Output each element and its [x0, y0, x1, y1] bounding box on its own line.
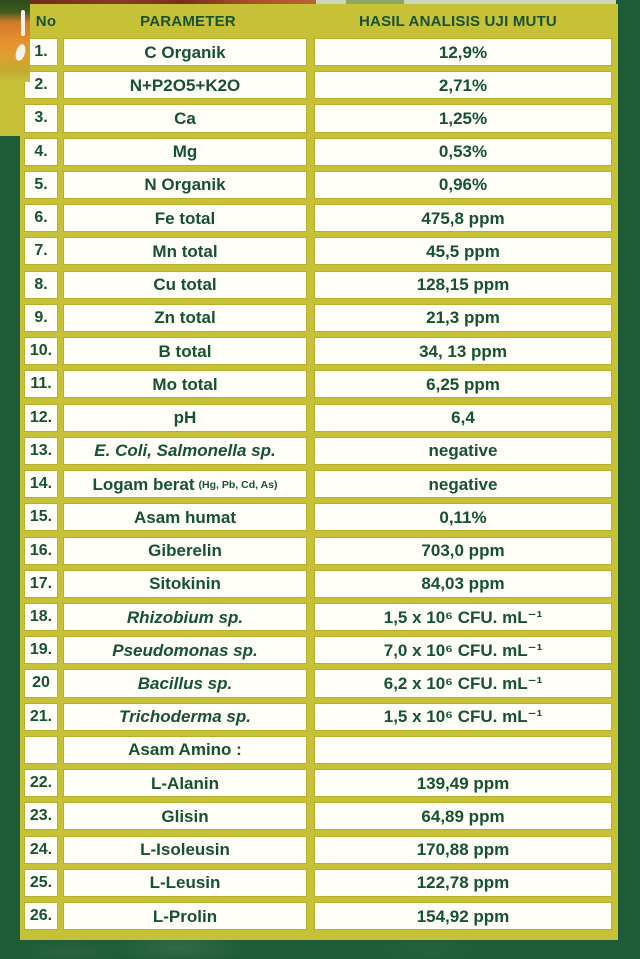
parameter-note: (Hg, Pb, Cd, As)	[198, 478, 278, 491]
table-row	[24, 138, 614, 166]
parameter-cell: L-Isoleusin	[63, 836, 307, 864]
parameter-cell: L-Alanin	[63, 769, 307, 797]
row-number-cell: 26.	[24, 902, 58, 930]
result-cell: 1,5 x 10⁶ CFU. mL⁻¹	[314, 603, 612, 631]
row-number-cell: 7.	[24, 237, 58, 265]
parameter-cell: Fe total	[63, 204, 307, 232]
table-row	[24, 38, 614, 66]
parameter-cell: Trichoderma sp.	[63, 703, 307, 731]
row-number-cell: 24.	[24, 836, 58, 864]
parameter-cell: Giberelin	[63, 537, 307, 565]
row-number-cell: 25.	[24, 869, 58, 897]
result-cell: negative	[314, 437, 612, 465]
parameter-cell: L-Prolin	[63, 902, 307, 930]
row-number-cell	[24, 736, 58, 764]
row-number-cell: 18.	[24, 603, 58, 631]
row-number-cell: 10.	[24, 337, 58, 365]
orange-fruit-photo	[0, 0, 30, 82]
row-number-cell: 12.	[24, 404, 58, 432]
table-row	[24, 104, 614, 132]
row-number-cell: 13.	[24, 437, 58, 465]
row-number-cell: 17.	[24, 570, 58, 598]
result-cell: 1,25%	[314, 104, 612, 132]
parameter-cell: Bacillus sp.	[63, 669, 307, 697]
table-row	[24, 304, 614, 332]
row-number-cell: 20	[24, 669, 58, 697]
parameter-cell: Logam berat (Hg, Pb, Cd, As)	[63, 470, 307, 498]
table-header	[20, 4, 618, 38]
row-number-cell: 6.	[24, 204, 58, 232]
table-row	[24, 736, 614, 764]
photo-white-mark	[21, 10, 25, 36]
parameter-cell: Asam humat	[63, 503, 307, 531]
result-cell: 64,89 ppm	[314, 802, 612, 830]
parameter-cell: N Organik	[63, 171, 307, 199]
table-row	[24, 71, 614, 99]
row-number-cell: 19.	[24, 636, 58, 664]
row-number-cell: 1.	[24, 38, 58, 66]
table-row	[24, 237, 614, 265]
row-number-cell: 4.	[24, 138, 58, 166]
result-cell: 34, 13 ppm	[314, 337, 612, 365]
result-cell: 139,49 ppm	[314, 769, 612, 797]
parameter-cell: B total	[63, 337, 307, 365]
table-row	[24, 636, 614, 664]
table-row	[24, 470, 614, 498]
result-cell: 21,3 ppm	[314, 304, 612, 332]
result-cell: 703,0 ppm	[314, 537, 612, 565]
table-row	[24, 337, 614, 365]
result-cell: 1,5 x 10⁶ CFU. mL⁻¹	[314, 703, 612, 731]
parameter-cell: Sitokinin	[63, 570, 307, 598]
row-number-cell: 22.	[24, 769, 58, 797]
parameter-cell: Rhizobium sp.	[63, 603, 307, 631]
row-number-cell: 2.	[24, 71, 58, 99]
parameter-cell: Zn total	[63, 304, 307, 332]
row-number-cell: 14.	[24, 470, 58, 498]
table-row	[24, 370, 614, 398]
parameter-cell: Cu total	[63, 271, 307, 299]
table-row	[24, 603, 614, 631]
parameter-cell: E. Coli, Salmonella sp.	[63, 437, 307, 465]
table-row	[24, 802, 614, 830]
row-number-cell: 23.	[24, 802, 58, 830]
result-cell: 122,78 ppm	[314, 869, 612, 897]
result-cell: 0,53%	[314, 138, 612, 166]
parameter-cell: C Organik	[63, 38, 307, 66]
parameter-cell: Mo total	[63, 370, 307, 398]
result-cell: negative	[314, 470, 612, 498]
parameter-cell: Glisin	[63, 802, 307, 830]
result-cell: 475,8 ppm	[314, 204, 612, 232]
col-header-parameter: PARAMETER	[140, 12, 236, 30]
parameter-cell: L-Leusin	[63, 869, 307, 897]
table-row	[24, 537, 614, 565]
parameter-cell: Mg	[63, 138, 307, 166]
parameter-cell: N+P2O5+K2O	[63, 71, 307, 99]
result-cell: 6,25 ppm	[314, 370, 612, 398]
table-panel	[20, 4, 618, 940]
row-number-cell: 11.	[24, 370, 58, 398]
parameter-cell: Mn total	[63, 237, 307, 265]
result-cell: 7,0 x 10⁶ CFU. mL⁻¹	[314, 636, 612, 664]
table-row	[24, 437, 614, 465]
row-number-cell: 3.	[24, 104, 58, 132]
row-number-cell: 21.	[24, 703, 58, 731]
parameter-cell: Ca	[63, 104, 307, 132]
table-row	[24, 669, 614, 697]
col-header-result: HASIL ANALISIS UJI MUTU	[359, 12, 557, 30]
row-number-cell: 9.	[24, 304, 58, 332]
row-number-cell: 8.	[24, 271, 58, 299]
table-body	[24, 38, 614, 935]
parameter-cell: pH	[63, 404, 307, 432]
table-row	[24, 902, 614, 930]
table-row	[24, 503, 614, 531]
table-row	[24, 869, 614, 897]
result-cell: 45,5 ppm	[314, 237, 612, 265]
result-cell: 6,4	[314, 404, 612, 432]
result-cell: 84,03 ppm	[314, 570, 612, 598]
row-number-cell: 15.	[24, 503, 58, 531]
table-row	[24, 836, 614, 864]
result-cell: 2,71%	[314, 71, 612, 99]
row-number-cell: 16.	[24, 537, 58, 565]
result-cell: 6,2 x 10⁶ CFU. mL⁻¹	[314, 669, 612, 697]
result-cell: 0,96%	[314, 171, 612, 199]
table-row	[24, 204, 614, 232]
table-row	[24, 171, 614, 199]
table-row	[24, 703, 614, 731]
result-cell: 154,92 ppm	[314, 902, 612, 930]
table-row	[24, 271, 614, 299]
table-row	[24, 769, 614, 797]
table-row	[24, 404, 614, 432]
col-header-no: No	[35, 12, 57, 30]
parameter-cell: Asam Amino :	[63, 736, 307, 764]
table-row	[24, 570, 614, 598]
row-number-cell: 5.	[24, 171, 58, 199]
result-cell: 12,9%	[314, 38, 612, 66]
result-cell: 170,88 ppm	[314, 836, 612, 864]
result-cell	[314, 736, 612, 764]
result-cell: 128,15 ppm	[314, 271, 612, 299]
result-cell: 0,11%	[314, 503, 612, 531]
parameter-cell: Pseudomonas sp.	[63, 636, 307, 664]
